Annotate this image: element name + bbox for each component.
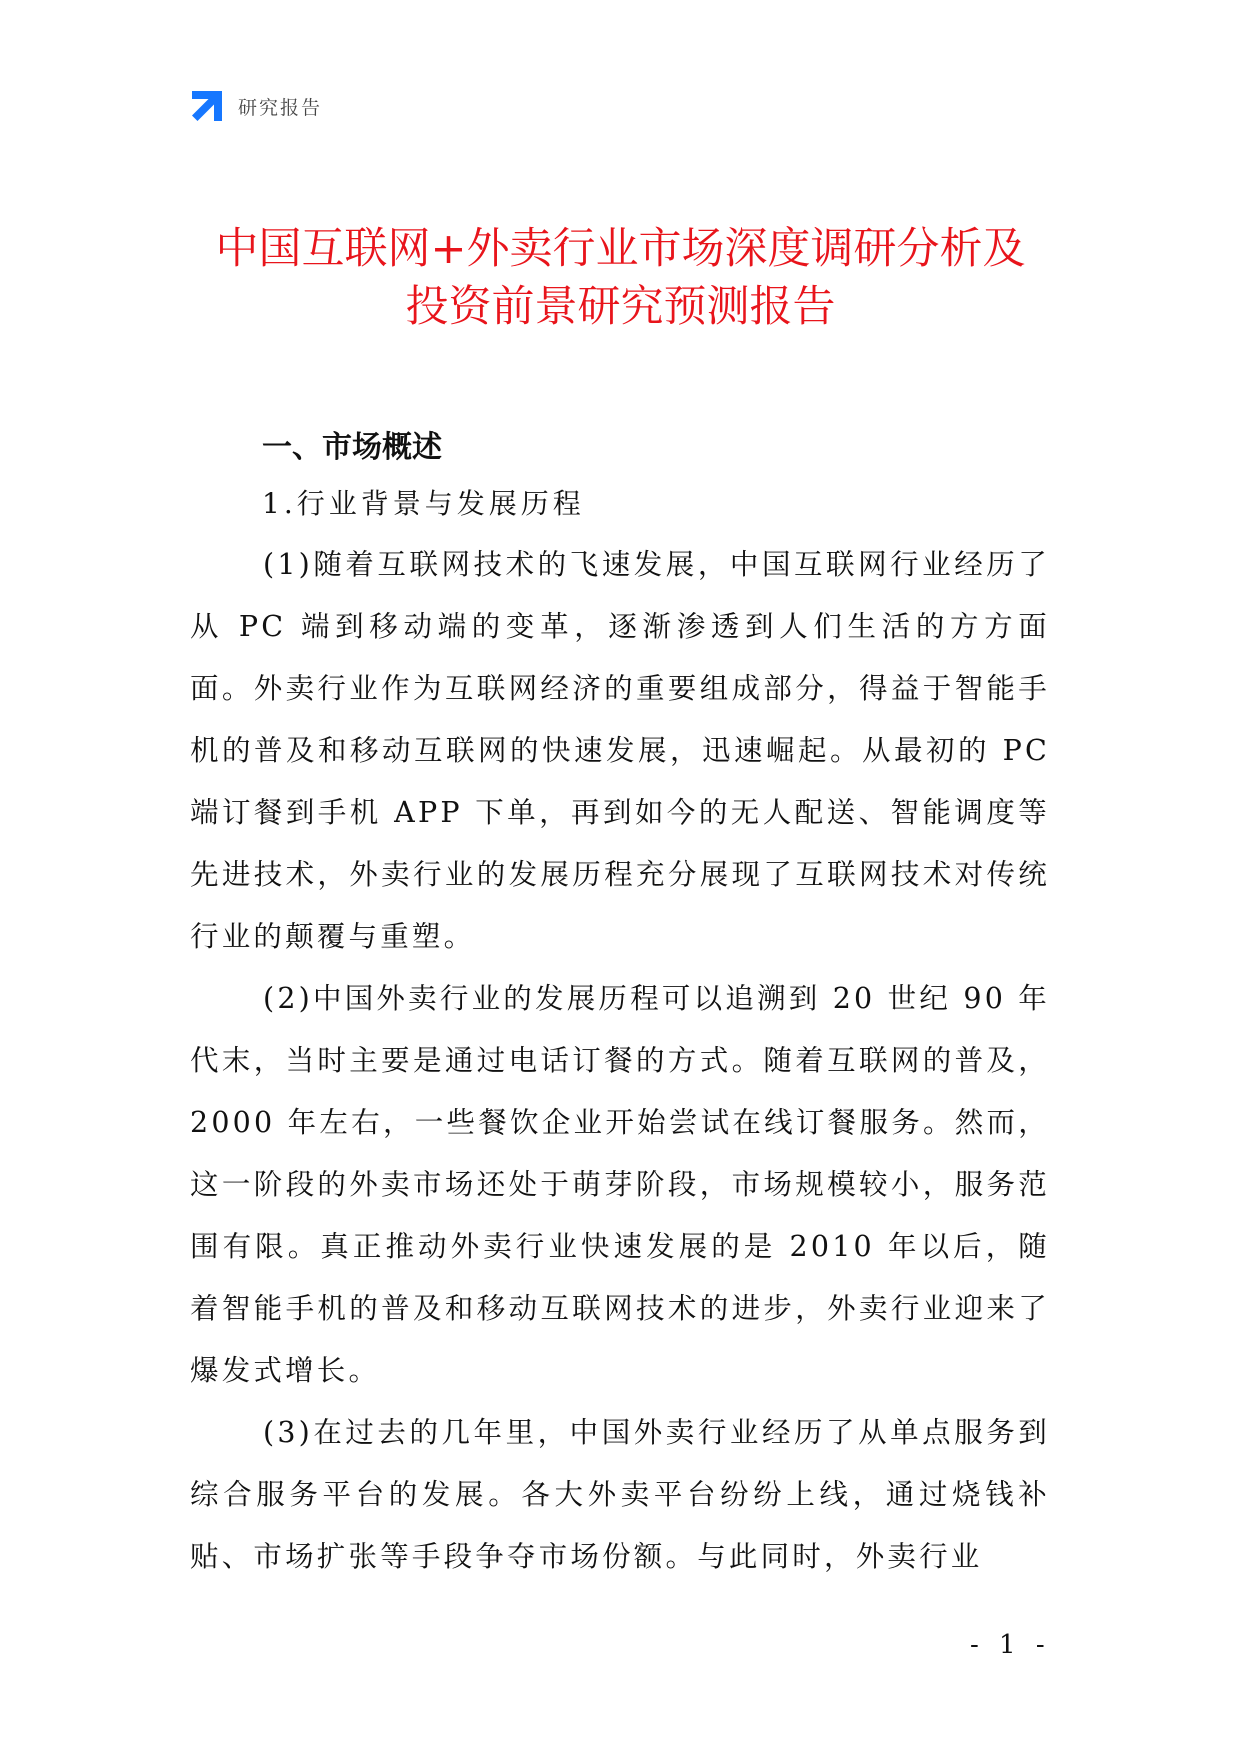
document-title bbox=[120, 220, 1121, 336]
subsection-heading: 1.行业背景与发展历程 bbox=[262, 487, 585, 520]
title-line-2: 投资前景研究预测报告 bbox=[405, 282, 836, 332]
paragraph-1: (1)随着互联网技术的飞速发展，中国互联网行业经历了从 PC 端到移动端的变革，逐渐渗透到人们生活的方方面面。外卖行业作为互联网经济的重要组成部分，得益于智能手机的普及和移动互联网的快速发展，迅速崛起。从最初的 PC 端订餐到手机 APP 下单，再到如今的无人配送、智能调度等先进技术，外卖行业的发展历程充分展现了互联网技术对传统行业的颠覆与重塑。 bbox=[190, 548, 1050, 953]
arrow-up-right-icon bbox=[190, 89, 224, 123]
title-line-1: 中国互联网+外卖行业市场深度调研分析及 bbox=[215, 224, 1026, 274]
header-label: 研究报告 bbox=[238, 96, 323, 119]
paragraph-2: (2)中国外卖行业的发展历程可以追溯到 20 世纪 90 年代末，当时主要是通过电话订餐的方式。随着互联网的普及，2000 年左右，一些餐饮企业开始尝试在线订餐服务。然而，这一阶段的外卖市场还处于萌芽阶段，市场规模较小，服务范围有限。真正推动外卖行业快速发展的是 2010 年以后，随着智能手机的普及和移动互联网技术的进步，外卖行业迎来了爆发式增长。 bbox=[190, 982, 1050, 1387]
report-header bbox=[190, 90, 322, 122]
paragraph-3: (3)在过去的几年里，中国外卖行业经历了从单点服务到综合服务平台的发展。各大外卖平台纷纷上线，通过烧钱补贴、市场扩张等手段争夺市场份额。与此同时，外卖行业 bbox=[190, 1416, 1050, 1573]
page-number: - 1 - bbox=[970, 1630, 1051, 1660]
section-heading: 一、市场概述 bbox=[262, 430, 442, 465]
